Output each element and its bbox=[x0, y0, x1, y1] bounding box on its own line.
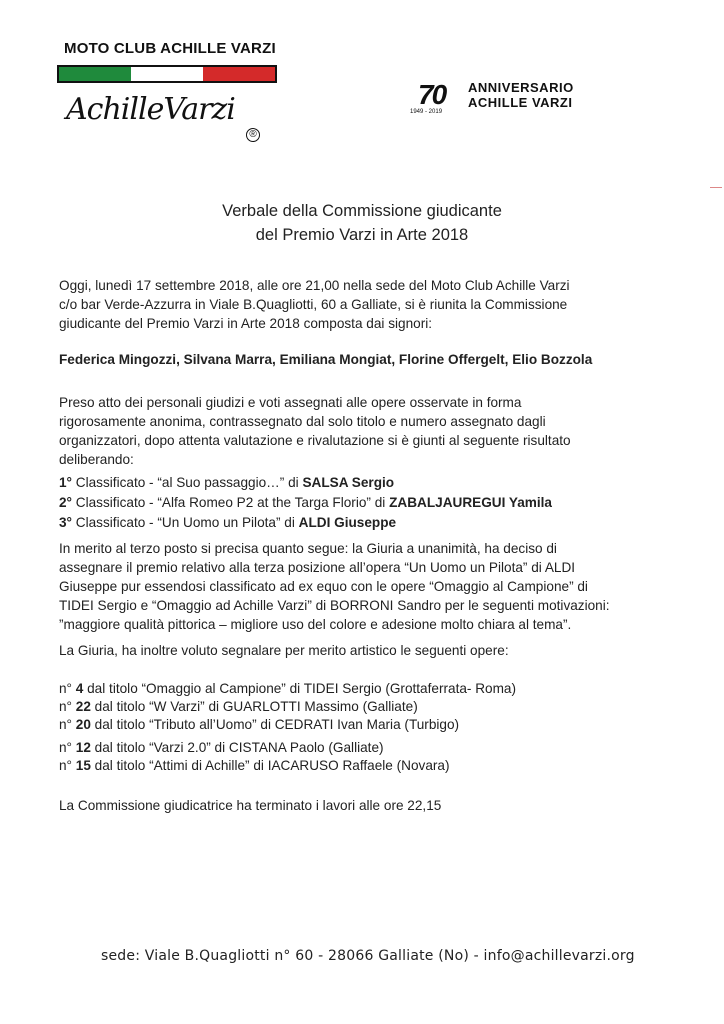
winner-author: ALDI Giuseppe bbox=[298, 515, 397, 530]
winner-rank: 1° bbox=[59, 475, 72, 490]
anniversary-years: 1949 - 2019 bbox=[410, 109, 443, 115]
margin-mark bbox=[710, 187, 722, 188]
winner-label: Classificato - “Un Uomo un Pilota” di bbox=[72, 515, 299, 530]
italian-flag-bar bbox=[57, 65, 277, 83]
winner-first bbox=[59, 474, 659, 493]
flag-red-stripe bbox=[203, 67, 275, 81]
note-line5: ”maggiore qualità pittorica – migliore uso del colore e adesione molto chiara al tema”. bbox=[59, 617, 572, 632]
note-line3: Giuseppe pur essendosi classificato ad ex equo con le opere “Omaggio al Campione” di bbox=[59, 579, 588, 594]
mention-number: 15 bbox=[75, 758, 91, 773]
club-name: MOTO CLUB ACHILLE VARZI bbox=[64, 40, 276, 57]
mention-text: dal titolo “Omaggio al Campione” di TIDEI Sergio (Grottaferrata- Roma) bbox=[83, 681, 516, 696]
considerations-line2: rigorosamente anonima, contrassegnato dal solo titolo e numero assegnato dagli bbox=[59, 414, 546, 429]
closing-statement: La Commissione giudicatrice ha terminato i lavori alle ore 22,15 bbox=[59, 798, 442, 813]
mention-text: dal titolo “Attimi di Achille” di IACARUSO Raffaele (Novara) bbox=[90, 758, 450, 773]
considerations-line3: organizzatori, dopo attenta valutazione e rivalutazione si è giunti al seguente risultato bbox=[59, 433, 571, 448]
winner-author: SALSA Sergio bbox=[302, 475, 395, 490]
footer-address: sede: Viale B.Quagliotti n° 60 - 28066 Galliate (No) - info@achillevarzi.org bbox=[101, 948, 635, 964]
mentions-intro: La Giuria, ha inoltre voluto segnalare per merito artistico le seguenti opere: bbox=[59, 643, 509, 658]
intro-line1: Oggi, lunedì 17 settembre 2018, alle ore 21,00 nella sede del Moto Club Achille Varzi bbox=[59, 278, 570, 293]
intro-line2: c/o bar Verde-Azzurra in Viale B.Quagliotti, 60 a Galliate, si è riunita la Commissione bbox=[59, 297, 568, 312]
mention-item bbox=[59, 739, 659, 758]
mention-text: dal titolo “Tributo all’Uomo” di CEDRATI Ivan Maria (Turbigo) bbox=[90, 717, 460, 732]
anniversary-logo bbox=[410, 79, 628, 115]
note-line4: TIDEI Sergio e “Omaggio ad Achille Varzi” di BORRONI Sandro per le seguenti motivazioni: bbox=[59, 598, 610, 613]
winner-label: Classificato - “Alfa Romeo P2 at the Targa Florio” di bbox=[72, 495, 390, 510]
mention-number: 22 bbox=[75, 699, 91, 714]
anniversary-number: 70 bbox=[418, 79, 446, 110]
winner-rank: 3° bbox=[59, 515, 72, 530]
mention-text: dal titolo “W Varzi” di GUARLOTTI Massimo (Galliate) bbox=[90, 699, 418, 714]
mention-number: 20 bbox=[75, 717, 91, 732]
mention-number: 12 bbox=[75, 740, 91, 755]
mention-prefix: n° bbox=[59, 758, 76, 773]
winner-author: ZABALJAUREGUI Yamila bbox=[389, 495, 552, 510]
document-title-line2: del Premio Varzi in Arte 2018 bbox=[255, 226, 469, 244]
mention-prefix: n° bbox=[59, 699, 76, 714]
flag-green-stripe bbox=[59, 67, 131, 81]
registered-mark-icon: ® bbox=[246, 128, 260, 142]
winner-rank: 2° bbox=[59, 495, 72, 510]
note-line1: In merito al terzo posto si precisa quanto segue: la Giuria a unanimità, ha deciso di bbox=[59, 541, 557, 556]
note-line2: assegnare il premio relativo alla terza posizione all’opera “Un Uomo un Pilota” di ALDI bbox=[59, 560, 576, 575]
mention-item bbox=[59, 716, 659, 735]
commission-members: Federica Mingozzi, Silvana Marra, Emiliana Mongiat, Florine Offergelt, Elio Bozzola bbox=[59, 352, 593, 367]
mention-text: dal titolo “Varzi 2.0” di CISTANA Paolo (Galliate) bbox=[90, 740, 384, 755]
considerations-line4: deliberando: bbox=[59, 452, 134, 467]
mention-prefix: n° bbox=[59, 740, 76, 755]
mention-item bbox=[59, 757, 659, 776]
winner-third bbox=[59, 514, 659, 533]
document-title-line1: Verbale della Commissione giudicante bbox=[222, 202, 502, 220]
anniversary-line1: ANNIVERSARIO bbox=[468, 80, 574, 95]
mention-prefix: n° bbox=[59, 681, 76, 696]
considerations-line1: Preso atto dei personali giudizi e voti assegnati alle opere osservate in forma bbox=[59, 395, 522, 410]
winner-second bbox=[59, 494, 659, 513]
mention-number: 4 bbox=[75, 681, 84, 696]
mention-prefix: n° bbox=[59, 717, 76, 732]
signature-logo: AchilleVarzi bbox=[66, 92, 235, 127]
anniversary-line2: ACHILLE VARZI bbox=[468, 95, 573, 110]
intro-line3: giudicante del Premio Varzi in Arte 2018 composta dai signori: bbox=[59, 316, 433, 331]
mention-item bbox=[59, 680, 659, 699]
flag-white-stripe bbox=[131, 67, 203, 81]
winner-label: Classificato - “al Suo passaggio…” di bbox=[72, 475, 303, 490]
mention-item bbox=[59, 698, 659, 717]
